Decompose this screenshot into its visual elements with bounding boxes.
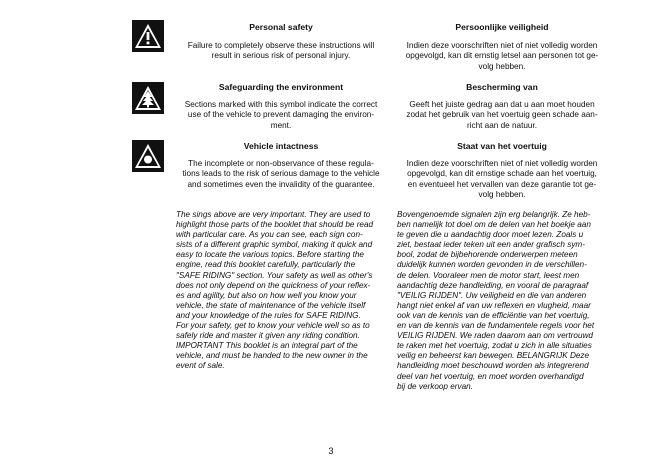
vehicle-warning-icon <box>132 140 164 172</box>
text-line: use of the vehicle to prevent damaging the environ- <box>187 110 375 120</box>
text-line: de delen. Vooraleer men de motor start, leest men <box>397 270 580 280</box>
text-line: te raken met het voertuig, zodat u zich in alle situaties <box>397 341 592 351</box>
section-title-personal-safety: Personal safety <box>249 22 313 32</box>
text-line: result in serious risk of personal injury. <box>211 51 351 61</box>
text-line: engine, read this booklet carefully, particularly the <box>176 260 356 270</box>
text-line: hangt niet enkel af van uw reflexen en vlugheid, maar <box>397 300 591 310</box>
section-title-environment: Safeguarding the environment <box>218 82 344 92</box>
text-line: easy to locate the various topics. Before starting the <box>176 250 364 260</box>
text-line: handleiding moet beschouwd worden als integrerend <box>397 361 589 371</box>
text-line: te geven die u aandachtig door moet lezen. Zoals u <box>397 230 584 240</box>
text-line: For your safety, get to know your vehicle well so as to <box>176 321 370 331</box>
text-line: volg hebben. <box>478 61 526 71</box>
text-line: richt aan de natuur. <box>466 120 538 130</box>
section-text-en <box>176 100 386 131</box>
page-number: 3 <box>328 446 334 456</box>
text-line: ment. <box>270 120 292 130</box>
section-title-bescherming: Bescherming van <box>466 82 538 92</box>
text-line: es and agility, but also on how well you know your <box>176 290 357 300</box>
tree-icon <box>132 82 164 114</box>
section-text-nl <box>396 100 608 131</box>
text-line: volg hebben. <box>478 189 526 199</box>
text-line: Indien deze voorschriften niet of niet volledig worden <box>406 41 598 50</box>
text-line: Indien deze voorschriften niet of niet volledig worden <box>406 159 598 168</box>
warning-triangle-icon <box>132 20 164 52</box>
text-line: vehicle, and must be handed to the new owner in the <box>176 351 368 361</box>
text-line: event of sale. <box>176 361 225 371</box>
text-line: ook van de kennis van de efficiëntie van het voertuig, <box>397 310 590 320</box>
body-paragraph-nl <box>397 210 611 392</box>
text-line: with particular care. As you can see, each sign con- <box>176 230 363 240</box>
text-line: The sings above are very important. They are used to <box>176 210 371 219</box>
section-text-nl <box>396 41 608 72</box>
text-line: aandachtig deze handleiding, en vooral de paragraaf <box>397 280 589 290</box>
text-line: zodat het gebruik van het voertuig geen schade aan- <box>406 110 598 120</box>
text-line: bij de verkoop ervan. <box>397 381 474 391</box>
body-paragraph-en <box>176 210 390 372</box>
text-line: safely ride and master it given any riding condition. <box>176 331 360 341</box>
text-line: "SAFE RIDING" section. Your safety as well as other's <box>176 270 373 280</box>
text-line: Bovengenoemde signalen zijn erg belangrijk. Ze heb- <box>397 210 591 219</box>
section-title-staat-voertuig: Staat van het voertuig <box>457 141 547 151</box>
text-line: "VEILIG RIJDEN". Uw veiligheid en die van anderen <box>397 290 587 300</box>
text-line: and your knowledge of the rules for SAFE RIDING. <box>176 310 361 320</box>
text-line: Failure to completely observe these instructions will <box>187 41 375 50</box>
text-line: does not only depend on the quickness of your reflex- <box>176 280 371 290</box>
text-line: ben namelijk tot doel om de delen van het boekje aan <box>397 220 591 230</box>
text-line: en eventueel het vervallen van deze garantie tot ge- <box>407 179 597 189</box>
text-line: highlight those parts of the booklet that should be read <box>176 220 374 230</box>
text-line: Geeft het juiste gedrag aan dat u aan moet houden <box>409 100 595 109</box>
text-line: The incomplete or non-observance of these regula- <box>188 159 374 168</box>
text-line: deel van het voertuig, en moet worden overhandigd <box>397 371 584 381</box>
text-line: bool, zodat de bijbehorende onderwerpen meteen <box>397 250 578 260</box>
text-line: tions leads to the risk of serious damage to the vehicle <box>182 169 380 179</box>
text-line: sists of a different graphic symbol, making it quick and <box>176 240 373 250</box>
text-line: IMPORTANT This booklet is an integral part of the <box>176 341 358 351</box>
section-title-vehicle-intactness: Vehicle intactness <box>243 141 319 151</box>
text-line: and sometimes even the invalidity of the guarantee. <box>187 179 375 189</box>
section-text-nl <box>396 159 608 200</box>
text-line: Sections marked with this symbol indicate the correct <box>184 100 378 109</box>
text-line: opgevolgd, kan dit ernstig letsel aan personen tot ge- <box>405 51 599 61</box>
section-text-en <box>176 41 386 62</box>
text-line: vehicle, the state of maintenance of the vehicle itself <box>176 300 366 310</box>
text-line: duidelijk kunnen worden gevonden in de verschillen- <box>397 260 587 270</box>
text-line: en van de kennis van de fundamentele regels voor het <box>397 321 595 331</box>
text-line: veilig en beheerst kan bewegen. BELANGRIJK Deze <box>397 351 590 361</box>
section-title-persoonlijke-veiligheid: Persoonlijke veiligheid <box>455 22 549 32</box>
section-text-en <box>176 159 386 190</box>
text-line: VEILIG RIJDEN. We raden daarom aan om vertrouwd <box>397 331 593 341</box>
text-line: ziet, bestaat ieder teken uit een ander grafisch sym- <box>397 240 585 250</box>
text-line: opgevolgd, kan dit ernstige schade aan het voertuig, <box>407 169 597 179</box>
